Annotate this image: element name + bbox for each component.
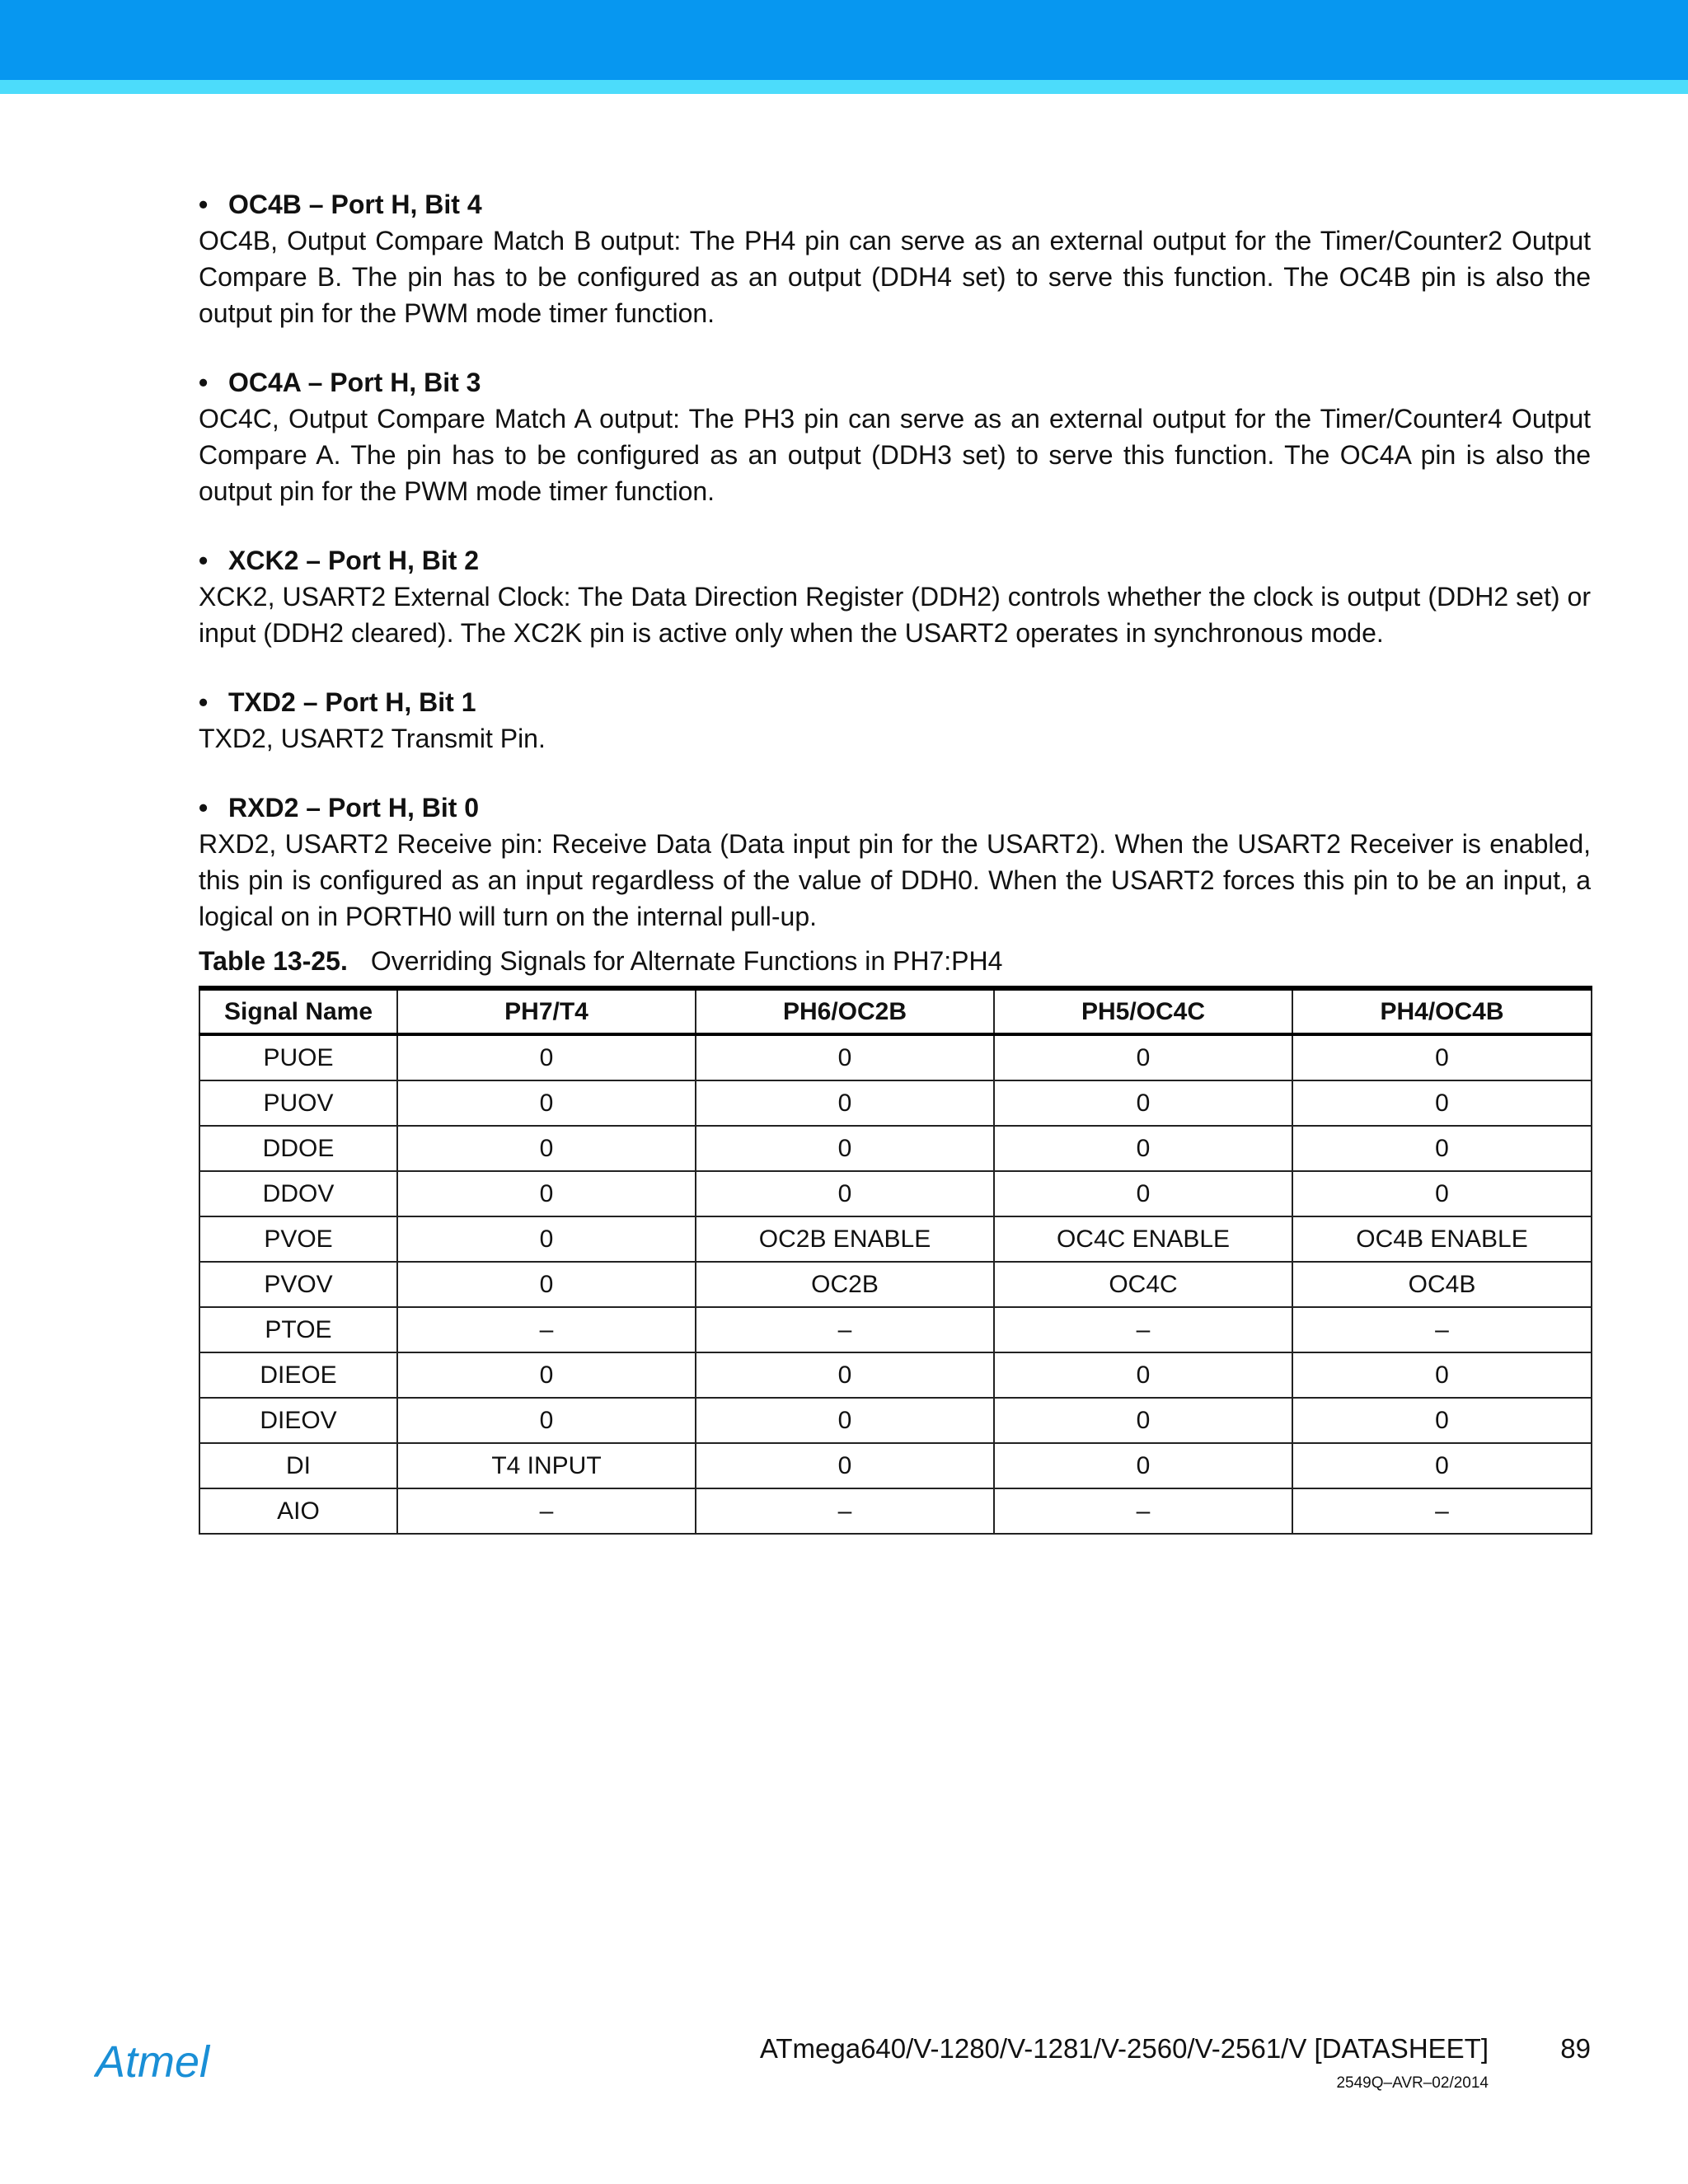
table-header-row <box>199 988 1592 1034</box>
table-cell: – <box>1292 1307 1592 1352</box>
table-number: Table 13-25. <box>199 946 348 976</box>
section-heading: RXD2 – Port H, Bit 0 <box>228 793 480 823</box>
section-rxd2 <box>199 790 1591 935</box>
section-body: OC4B, Output Compare Match B output: The PH4 pin can serve as an external output for the Timer/Counter2 Output Compare B. The pin has to be configured as an output (DDH4 set) to serve this function. The OC4B pin is also the output pin for the PWM mode timer function. <box>199 226 1591 328</box>
signal-name-cell: DIEOE <box>199 1352 397 1398</box>
table-cell: – <box>397 1307 696 1352</box>
table-cell: OC2B ENABLE <box>696 1216 994 1262</box>
table-cell: 0 <box>397 1216 696 1262</box>
table-cell: 0 <box>696 1126 994 1171</box>
table-cell: 0 <box>994 1443 1292 1488</box>
section-heading: OC4B – Port H, Bit 4 <box>228 190 482 219</box>
table-row <box>199 1126 1592 1171</box>
table-row <box>199 1488 1592 1534</box>
table-row <box>199 1307 1592 1352</box>
section-txd2 <box>199 684 1591 757</box>
table-cell: 0 <box>397 1080 696 1126</box>
table-cell: 0 <box>994 1352 1292 1398</box>
column-header: PH6/OC2B <box>696 988 994 1034</box>
table-row <box>199 1171 1592 1216</box>
table-cell: 0 <box>397 1034 696 1080</box>
table-cell: T4 INPUT <box>397 1443 696 1488</box>
table-cell: 0 <box>696 1034 994 1080</box>
table-cell: 0 <box>994 1080 1292 1126</box>
signal-name-cell: DDOV <box>199 1171 397 1216</box>
section-body: TXD2, USART2 Transmit Pin. <box>199 724 546 753</box>
signal-name-cell: PVOV <box>199 1262 397 1307</box>
section-oc4b <box>199 186 1591 331</box>
doc-code: 2549Q–AVR–02/2014 <box>1336 2074 1489 2092</box>
table-cell: – <box>397 1488 696 1534</box>
column-header: PH7/T4 <box>397 988 696 1034</box>
column-header: PH4/OC4B <box>1292 988 1592 1034</box>
section-heading: XCK2 – Port H, Bit 2 <box>228 546 480 575</box>
table-cell: 0 <box>397 1262 696 1307</box>
table-cell: – <box>696 1488 994 1534</box>
table-cell: 0 <box>696 1171 994 1216</box>
section-body: OC4C, Output Compare Match A output: The PH3 pin can serve as an external output for the Timer/Counter4 Output Compare A. The pin has to be configured as an output (DDH3 set) to serve this function. The OC4A pin is also the output pin for the PWM mode timer function. <box>199 404 1591 506</box>
table-cell: 0 <box>696 1352 994 1398</box>
table-cell: 0 <box>1292 1398 1592 1443</box>
overriding-signals-table <box>199 986 1592 1535</box>
table-cell: – <box>696 1307 994 1352</box>
signal-name-cell: PUOV <box>199 1080 397 1126</box>
section-xck2 <box>199 542 1591 651</box>
table-row <box>199 1216 1592 1262</box>
table-cell: 0 <box>696 1080 994 1126</box>
bullet-icon: • <box>199 546 209 575</box>
header-stripe <box>0 80 1688 94</box>
table-cell: 0 <box>696 1398 994 1443</box>
table-row <box>199 1443 1592 1488</box>
table-cell: 0 <box>1292 1034 1592 1080</box>
table-cell: OC2B <box>696 1262 994 1307</box>
table-cell: – <box>994 1307 1292 1352</box>
bullet-icon: • <box>199 368 209 397</box>
header-band <box>0 0 1688 80</box>
section-body: XCK2, USART2 External Clock: The Data Direction Register (DDH2) controls whether the clock is output (DDH2 set) or input (DDH2 cleared). The XC2K pin is active only when the USART2 operates in synchronous mode. <box>199 582 1591 648</box>
footer-doc-title: ATmega640/V-1280/V-1281/V-2560/V-2561/V [DATASHEET] <box>759 2033 1489 2064</box>
table-cell: 0 <box>696 1443 994 1488</box>
signal-name-cell: PTOE <box>199 1307 397 1352</box>
signal-name-cell: AIO <box>199 1488 397 1534</box>
table-cell: OC4C <box>994 1262 1292 1307</box>
table-cell: 0 <box>994 1034 1292 1080</box>
bullet-icon: • <box>199 687 209 717</box>
section-heading: TXD2 – Port H, Bit 1 <box>228 687 476 717</box>
section-body: RXD2, USART2 Receive pin: Receive Data (Data input pin for the USART2). When the USART2 Receiver is enabled, this pin is configured as an input regardless of the value of DDH0. When the USART2 forces this pin to be an input, a logical on in PORTH0 will turn on the internal pull-up. <box>199 829 1591 931</box>
table-cell: 0 <box>994 1126 1292 1171</box>
section-heading: OC4A – Port H, Bit 3 <box>228 368 481 397</box>
table-cell: 0 <box>994 1398 1292 1443</box>
table-cell: 0 <box>1292 1352 1592 1398</box>
table-cell: – <box>1292 1488 1592 1534</box>
table-caption <box>199 943 1591 979</box>
table-cell: OC4C ENABLE <box>994 1216 1292 1262</box>
signal-name-cell: PUOE <box>199 1034 397 1080</box>
table-cell: OC4B ENABLE <box>1292 1216 1592 1262</box>
atmel-logo <box>94 2036 242 2093</box>
table-cell: 0 <box>1292 1126 1592 1171</box>
bullet-icon: • <box>199 793 209 823</box>
bullet-icon: • <box>199 190 209 219</box>
table-row <box>199 1352 1592 1398</box>
page-number: 89 <box>1560 2033 1591 2064</box>
page-content <box>199 186 1591 1535</box>
table-cell: 0 <box>994 1171 1292 1216</box>
table-row <box>199 1262 1592 1307</box>
table-cell: – <box>994 1488 1292 1534</box>
table-cell: 0 <box>397 1126 696 1171</box>
table-cell: 0 <box>397 1352 696 1398</box>
table-row <box>199 1398 1592 1443</box>
signal-name-cell: DDOE <box>199 1126 397 1171</box>
table-title: Overriding Signals for Alternate Functions in PH7:PH4 <box>370 946 1003 976</box>
table-cell: 0 <box>397 1398 696 1443</box>
column-header: Signal Name <box>199 988 397 1034</box>
column-header: PH5/OC4C <box>994 988 1292 1034</box>
table-row <box>199 1034 1592 1080</box>
table-cell: OC4B <box>1292 1262 1592 1307</box>
table-cell: 0 <box>397 1171 696 1216</box>
signal-name-cell: PVOE <box>199 1216 397 1262</box>
table-cell: 0 <box>1292 1171 1592 1216</box>
section-oc4a <box>199 364 1591 509</box>
signal-name-cell: DI <box>199 1443 397 1488</box>
table-row <box>199 1080 1592 1126</box>
table-body <box>199 1034 1592 1534</box>
atmel-logo-text: Atmel <box>96 2037 210 2087</box>
table-cell: 0 <box>1292 1443 1592 1488</box>
signal-name-cell: DIEOV <box>199 1398 397 1443</box>
table-cell: 0 <box>1292 1080 1592 1126</box>
